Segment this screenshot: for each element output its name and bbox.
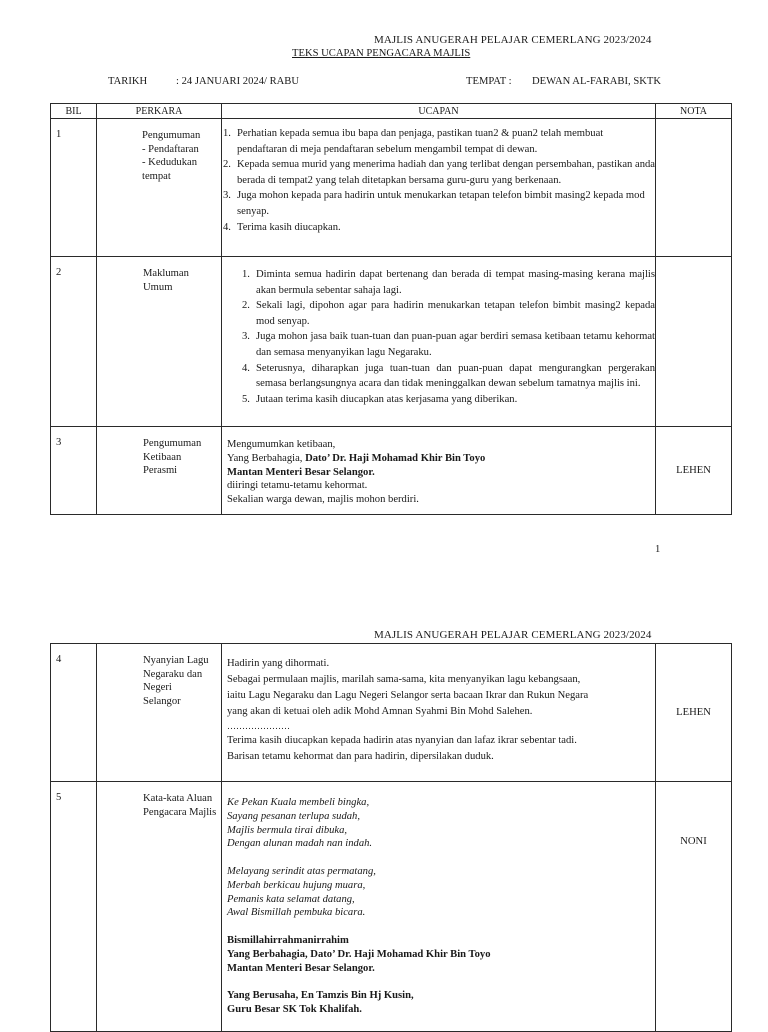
row-ucapan [222, 119, 656, 257]
perkara-line: Pengumuman [142, 130, 201, 141]
row-perkara [97, 119, 222, 257]
perkara-line: Pengacara Majlis [143, 806, 217, 818]
ucapan-line: diiringi tetamu-tetamu kehormat. [227, 480, 368, 492]
pantun-line: Pemanis kata selamat datang, [227, 893, 355, 905]
perkara-line: Selangor [143, 695, 181, 707]
perkara-line: Kata-kata Aluan [143, 793, 213, 804]
row-bil: 5 [51, 782, 97, 1032]
column-header-bil: BIL [51, 104, 97, 119]
perkara-line: - Kedudukan tempat [142, 157, 198, 182]
table-row [51, 427, 732, 515]
tempat-label: TEMPAT : [466, 76, 512, 87]
numbered-list [223, 126, 656, 235]
pantun-line: Sayang pesanan terlupa sudah, [227, 810, 361, 822]
agenda-table-page-2 [50, 643, 732, 1032]
table-header-row [51, 104, 732, 119]
row-nota [656, 257, 732, 427]
list-item: 4. Seterusnya, diharapkan juga tuan-tuan dan puan-puan dapat mengurangkan pergerakan semasa berlangsungnya acara dan tidak meninggalkan dewan sebelum tamatnya majlis ini. [242, 362, 655, 390]
ucapan-line: Mengumumkan ketibaan, [227, 439, 336, 450]
row-nota: LEHEN [656, 427, 732, 515]
pantun-line: Dengan alunan madah nan indah. [227, 838, 373, 850]
guest-title: Mantan Menteri Besar Selangor. [227, 466, 375, 478]
perkara-line: Negaraku dan Negeri [143, 668, 203, 694]
row-ucapan [222, 644, 656, 782]
perkara-line: Pengumuman [143, 438, 202, 449]
row-perkara [97, 427, 222, 515]
pantun-line: Merbah berkicau hujung muara, [227, 879, 366, 891]
perkara-line: Makluman Umum [143, 268, 189, 293]
perkara-line: Ketibaan Perasmi [143, 451, 182, 477]
tempat-value: DEWAN AL-FARABI, SKTK [532, 76, 661, 87]
ucapan-ellipsis: ………………… [227, 721, 290, 731]
salutation-line: Mantan Menteri Besar Selangor. [227, 962, 375, 974]
spacer [227, 851, 649, 865]
pantun-line: Ke Pekan Kuala membeli bingka, [227, 797, 370, 808]
row-perkara [97, 257, 222, 427]
row-ucapan [222, 782, 656, 1032]
numbered-list [242, 267, 655, 407]
row-ucapan [222, 427, 656, 515]
salutation-line: Guru Besar SK Tok Khalifah. [227, 1003, 362, 1015]
list-item: 2. Kepada semua murid yang menerima hadiah dan yang terlibat dengan persembahan, pastikan anda berada di tempat2 yang telah ditetapkan bersama guru-guru yang berkenaan. [223, 159, 656, 186]
document-title: MAJLIS ANUGERAH PELAJAR CEMERLANG 2023/2024 [374, 629, 652, 641]
tarikh-label: TARIKH [108, 76, 148, 87]
row-bil: 4 [51, 644, 97, 782]
table-row [51, 257, 732, 427]
document-title: MAJLIS ANUGERAH PELAJAR CEMERLANG 2023/2024 [374, 34, 652, 46]
row-nota: NONI [656, 782, 732, 1032]
tarikh-value: : 24 JANUARI 2024/ RABU [176, 76, 300, 87]
list-item: 3. Juga mohon jasa baik tuan-tuan dan puan-puan agar berdiri semasa ketibaan tetamu kehormat dan semasa menyanyikan lagu Negaraku. [242, 331, 655, 358]
table-row [51, 782, 732, 1032]
pantun-line: Majlis bermula tirai dibuka, [227, 824, 348, 836]
ucapan-text: Yang Berbahagia, [227, 452, 306, 464]
list-item: 4. Terima kasih diucapkan. [223, 221, 341, 233]
list-item: 1. Diminta semua hadirin dapat bertenang dan berada di tempat masing-masing kerana majlis akan bermula sebentar sahaja lagi. [242, 269, 655, 296]
ucapan-line: Terima kasih diucapkan kepada hadirin atas nyanyian dan lafaz ikrar sebentar tadi. [227, 735, 577, 746]
list-item: 2. Sekali lagi, dipohon agar para hadirin menukarkan tetapan telefon bimbit masing2 kepada mod senyap. [242, 300, 655, 327]
document-subtitle: TEKS UCAPAN PENGACARA MAJLIS [292, 48, 471, 59]
list-item: 1. Perhatian kepada semua ibu bapa dan penjaga, pastikan tuan2 & puan2 telah membuat pendaftaran di meja pendaftaran sebelum mengambil tempat di dewan. [223, 128, 604, 155]
ucapan-line: Hadirin yang dihormati. [227, 658, 330, 669]
agenda-table-page-1 [50, 103, 732, 515]
column-header-nota: NOTA [656, 104, 732, 119]
column-header-ucapan: UCAPAN [222, 104, 656, 119]
table-row [51, 644, 732, 782]
perkara-line: - Pendaftaran [142, 143, 199, 155]
page-number: 1 [655, 544, 661, 555]
salutation-line: Yang Berbahagia, Dato’ Dr. Haji Mohamad Khir Bin Toyo [227, 948, 491, 960]
salutation-line: Yang Berusaha, En Tamzis Bin Hj Kusin, [227, 990, 414, 1002]
salutation-line: Bismillahirrahmanirrahim [227, 934, 349, 946]
row-bil: 1 [51, 119, 97, 257]
column-header-perkara: PERKARA [97, 104, 222, 119]
pantun-line: Melayang serindit atas permatang, [227, 865, 376, 877]
ucapan-line: iaitu Lagu Negaraku dan Lagu Negeri Selangor serta bacaan Ikrar dan Rukun Negara [227, 690, 589, 701]
row-ucapan [222, 257, 656, 427]
pantun-line: Awal Bismillah pembuka bicara. [227, 907, 366, 919]
ucapan-line [227, 452, 649, 466]
row-perkara [97, 644, 222, 782]
row-bil: 2 [51, 257, 97, 427]
table-row [51, 119, 732, 257]
spacer [227, 920, 649, 934]
ucapan-line: Barisan tetamu kehormat dan para hadirin, dipersilakan duduk. [227, 751, 494, 762]
document-page-2 [0, 622, 768, 1024]
guest-name: Dato’ Dr. Haji Mohamad Khir Bin Toyo [305, 452, 486, 464]
list-item: 5. Jutaan terima kasih diucapkan atas kerjasama yang diberikan. [242, 393, 518, 405]
row-bil: 3 [51, 427, 97, 515]
spacer [227, 975, 649, 989]
list-item: 3. Juga mohon kepada para hadirin untuk menukarkan tetapan telefon bimbit masing2 kepada mod senyap. [223, 190, 645, 217]
ucapan-line: Sekalian warga dewan, majlis mohon berdiri. [227, 494, 419, 506]
ucapan-line: yang akan di ketuai oleh adik Mohd Amnan Syahmi Bin Mohd Salehen. [227, 706, 533, 717]
ucapan-line: Sebagai permulaan majlis, marilah sama-sama, kita menyanyikan lagu kebangsaan, [227, 674, 581, 685]
row-nota: LEHEN [656, 644, 732, 782]
row-perkara [97, 782, 222, 1032]
perkara-line: Nyanyian Lagu [143, 655, 209, 666]
row-nota [656, 119, 732, 257]
